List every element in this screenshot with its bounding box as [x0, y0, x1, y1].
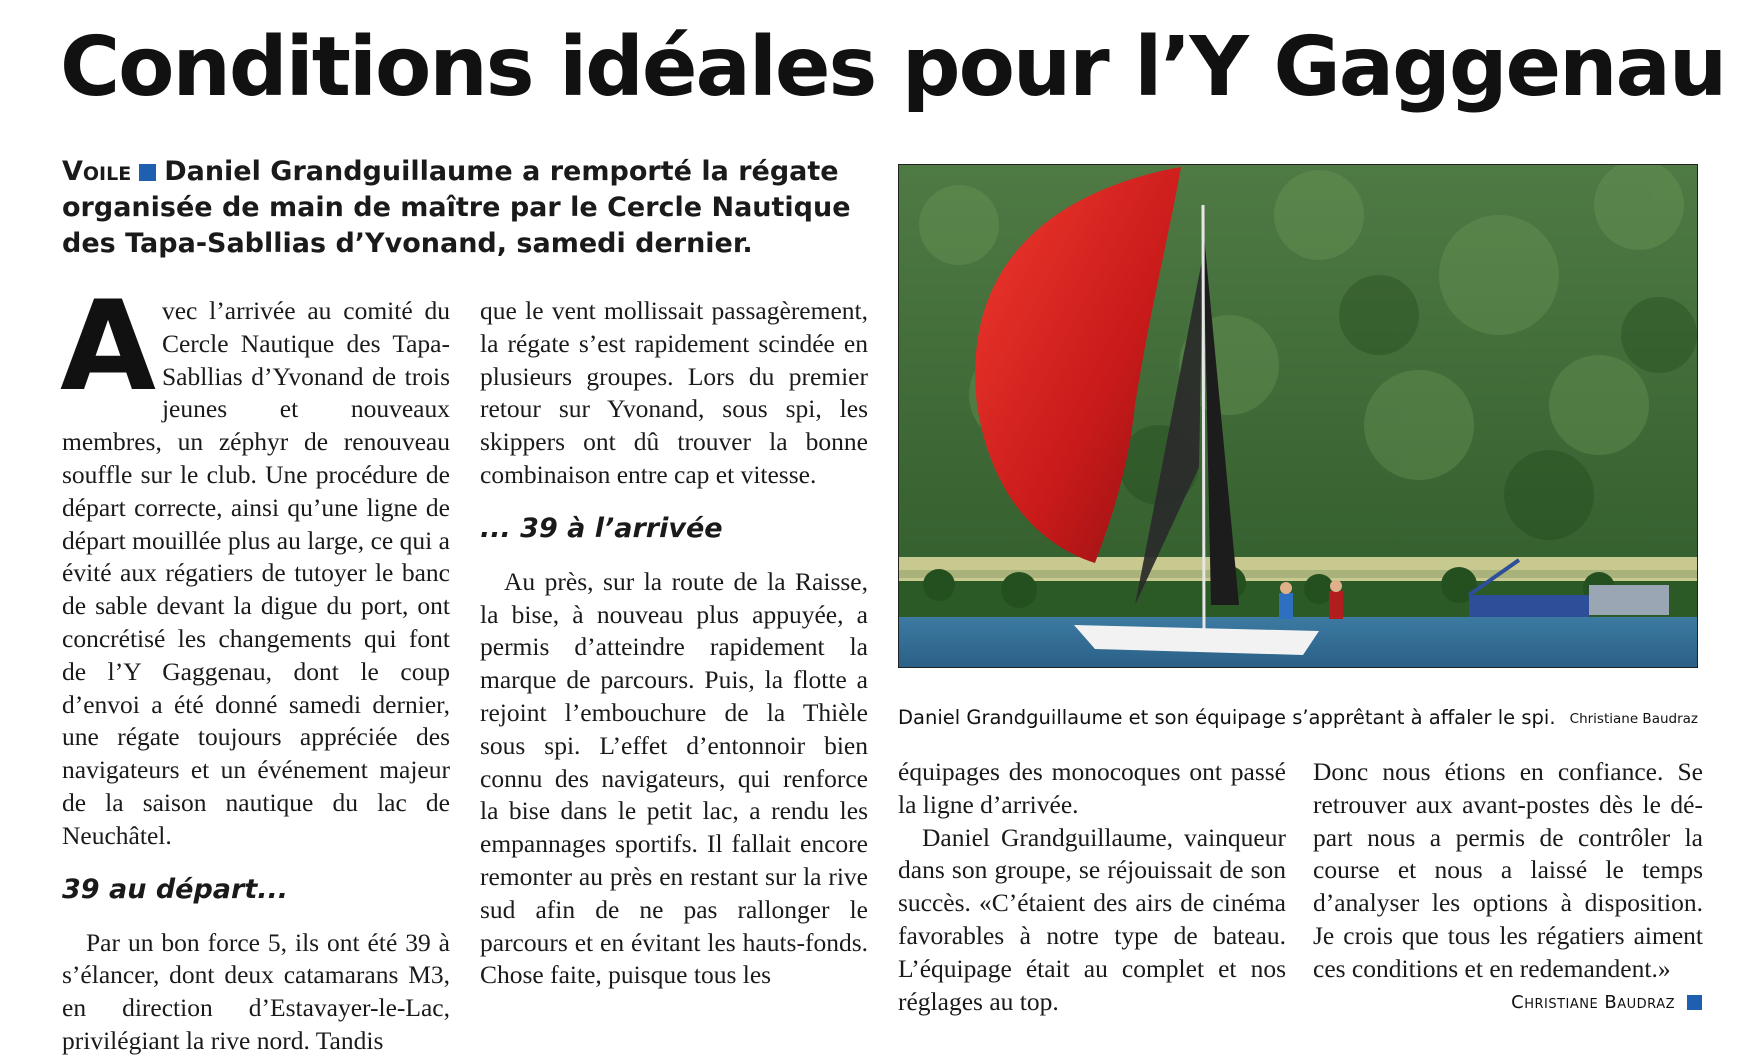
subhead-arrivee: ... 39 à l’arrivée: [480, 512, 723, 544]
article-column-2: [480, 295, 868, 992]
photo-credit: Christiane Baudraz: [1569, 711, 1698, 727]
headline: Conditions idéales pour l’Y Gaggenau: [60, 20, 1726, 115]
paragraph-5: équipages des monocoques ont passé la ligne d’arrivée.: [898, 757, 1286, 819]
article-column-4: [1313, 756, 1703, 986]
lead-paragraph: [62, 154, 882, 262]
paragraph-4: Au près, sur la route de la Raisse, la bise, à nouveau plus appuyée, a permis d’atteindre rapidement la marque de parcours. Puis, la flotte a rejoint l’embouchure de la Thièle sous spi. L’effet d’entonnoir bien connu des navigateurs, qui renforce la bise dans le petit lac, a rendu les empannages sportifs. Il fallait encore remonter au près en restant sur la rive sud afin de ne pas rallonger le parcours et en évitant les hauts-fonds. Chose faite, puisque tous les: [480, 566, 868, 990]
paragraph-2: Par un bon force 5, ils ont été 39 à s’élancer, dont deux catamarans M3, en direction d’Estavayer-le-Lac, privilégiant la rive nord. Tandis: [62, 927, 450, 1055]
paragraph-1: Avec l’arrivée au comité du Cercle Nautique des Tapa-Sabllias d’Yvonand de trois jeunes et nouveaux membres, un zéphyr de renouveau souffle sur le club. Une procédure de départ correcte, ainsi qu’une ligne de départ mouillée plus au large, ce qui a évité aux régatiers de tutoyer le banc de sable devant la digue du port, ont concrétisé les changements qui font de l’Y Gaggenau, dont le coup d’envoi a été donné samedi dernier, une régate toujours appréciée des navigateurs et un événement majeur de la saison nautique du lac de Neuchâtel.: [60, 275, 450, 850]
paragraph-3: que le vent mollissait passagèrement, la régate s’est rapidement scindée en plusieurs groupes. Lors du premier retour sur Yvonand, sous spi, les skippers ont dû trouver la bonne combinaison entre cap et vitesse.: [480, 296, 868, 489]
paragraph-7: Donc nous étions en confiance. Se retrouver aux avant-postes dès le départ nous a permis de contrôler la course et nous a laissé le temps d’analyser les options à disposition. Je crois que tous les régatiers aiment ces conditions et en redemandent.»: [1313, 757, 1703, 983]
sailboat-photo: [898, 164, 1698, 668]
author-signature: Christiane Baudraz: [1511, 992, 1702, 1013]
article-column-3: [898, 756, 1286, 1018]
sailboat-photo-illustration: [899, 165, 1698, 668]
lead-text: Daniel Grandguillaume a remporté la régate organisée de main de maître par le Cercle Nautique des Tapa-Sabllias d’Yvonand, samedi dernier.: [62, 156, 851, 259]
paragraph-6: Daniel Grandguillaume, vainqueur dans son groupe, se réjouissait de son succès. «C’étaient des airs de cinéma favorables à notre type de bateau. L’équipage était au complet et nos réglages au top.: [898, 822, 1286, 1016]
blue-square-icon: [1687, 995, 1702, 1010]
photo-caption: Daniel Grandguillaume et son équipage s’apprêtant à affaler le spi. Christiane Baudraz: [898, 706, 1698, 729]
section-kicker: Voile: [62, 156, 132, 187]
subhead-depart: 39 au départ...: [62, 873, 288, 905]
drop-cap: A: [60, 275, 156, 419]
blue-square-icon: [139, 164, 156, 181]
article-column-1: [60, 275, 450, 1058]
